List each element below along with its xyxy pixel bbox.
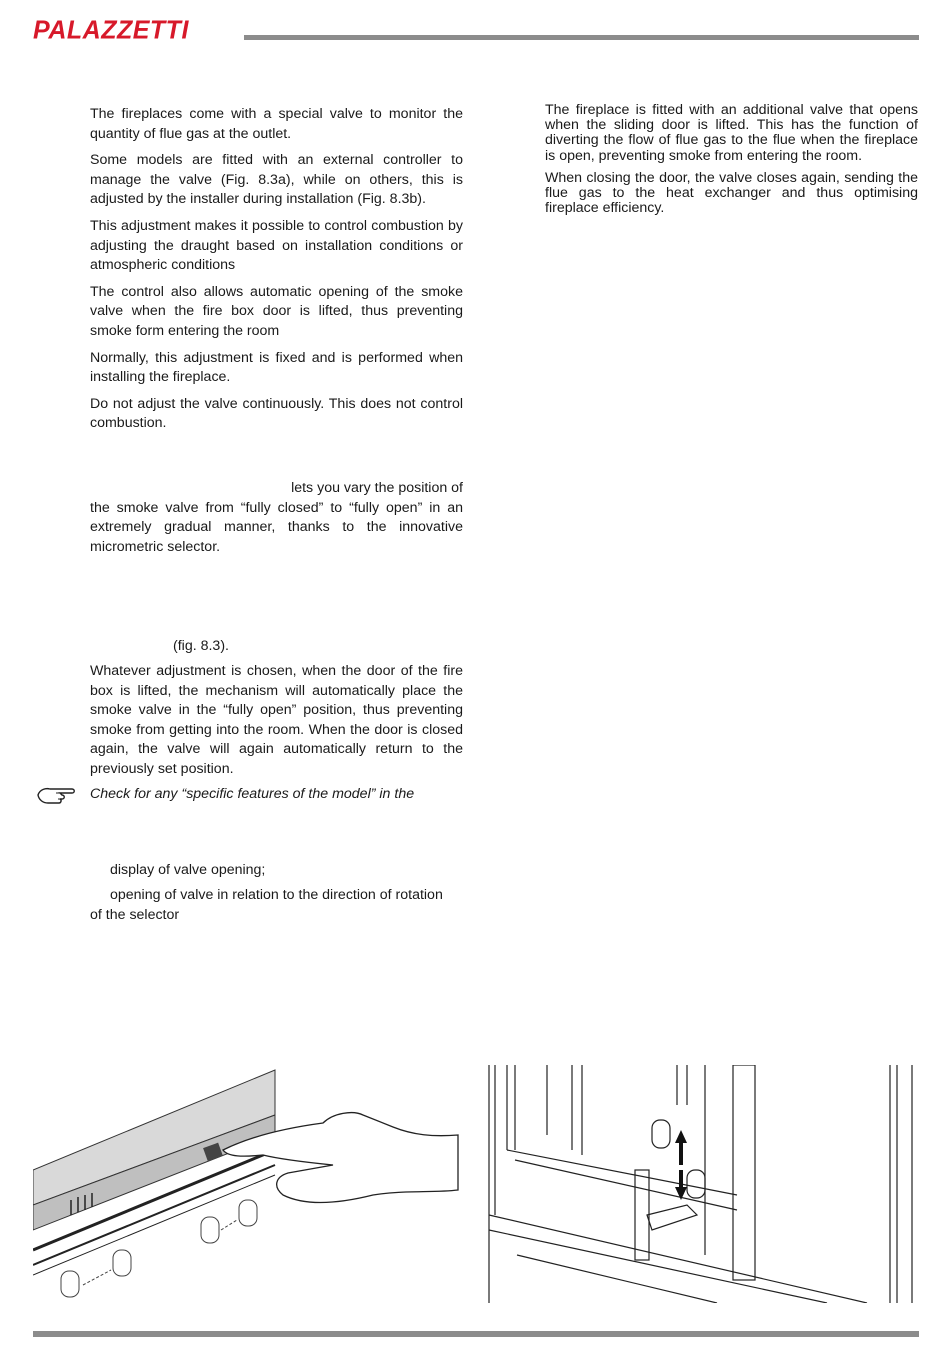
- paragraph-models: Some models are fitted with an external controller to manage the valve (Fig. 8.3a), while on others, this is adjusted by the installer during installation (Fig. 8.3b).: [90, 152, 463, 208]
- brand-logo: PALAZZETTI: [33, 15, 189, 45]
- figure-valve-mechanism: [487, 1065, 918, 1303]
- list-item-rotation-line2: of the selector: [90, 906, 180, 923]
- paragraph-adjustment: This adjustment makes it possible to control combustion by adjusting the draught based on installation conditions or atmospheric conditions: [90, 217, 463, 274]
- header-rule: [244, 35, 919, 40]
- paragraph-normally: Normally, this adjustment is fixed and is performed when installing the fireplace.: [90, 349, 463, 386]
- right-column: [545, 103, 918, 216]
- list-item-display: display of valve opening;: [110, 862, 266, 878]
- selector-rest: the smoke valve from “fully closed” to “fully open” in an extremely gradual manner, thanks to the innovative micrometric selector.: [90, 499, 463, 555]
- paragraph-closing-door: When closing the door, the valve closes again, sending the flue gas to the heat exchanger and thus optimising fireplace efficiency.: [545, 169, 918, 217]
- paragraph-automatic-text: Whatever adjustment is chosen, when the door of the fire box is lifted, the mechanism will automatically place the smoke valve in the “fully open” position, thus preventing smoke from getting into the room. When the door is closed again, the valve will again automatically return to the previously set position.: [90, 663, 463, 777]
- left-column: [90, 105, 463, 434]
- paragraph-automatic: [90, 662, 463, 780]
- figure-valve-selector: [33, 1065, 463, 1305]
- note-line: Check for any “specific features of the model” in the: [90, 786, 415, 802]
- pointing-hand-icon: [36, 783, 78, 807]
- list-item-rotation: [90, 886, 463, 925]
- paragraph-warning: Do not adjust the valve continuously. This does not control combustion.: [90, 395, 463, 432]
- paragraph-intro: The fireplaces come with a special valve to monitor the quantity of flue gas at the outlet.: [90, 106, 463, 142]
- list-item-rotation-line1: opening of valve in relation to the direction of rotation: [110, 887, 443, 903]
- footer-rule: [33, 1331, 919, 1337]
- paragraph-control: The control also allows automatic opening of the smoke valve when the fire box door is lifted, thus preventing smoke form entering the room: [90, 283, 463, 339]
- fig-reference: (fig. 8.3).: [173, 638, 229, 654]
- paragraph-additional-valve: The fireplace is fitted with an additional valve that opens when the sliding door is lifted. This has the function of diverting the flow of flue gas to the flue when the fireplace is open, preventing smoke from entering the room.: [545, 102, 918, 164]
- selector-paragraph: [90, 479, 463, 557]
- note-text: [90, 785, 463, 805]
- selector-line1: lets you vary the position of: [291, 480, 463, 496]
